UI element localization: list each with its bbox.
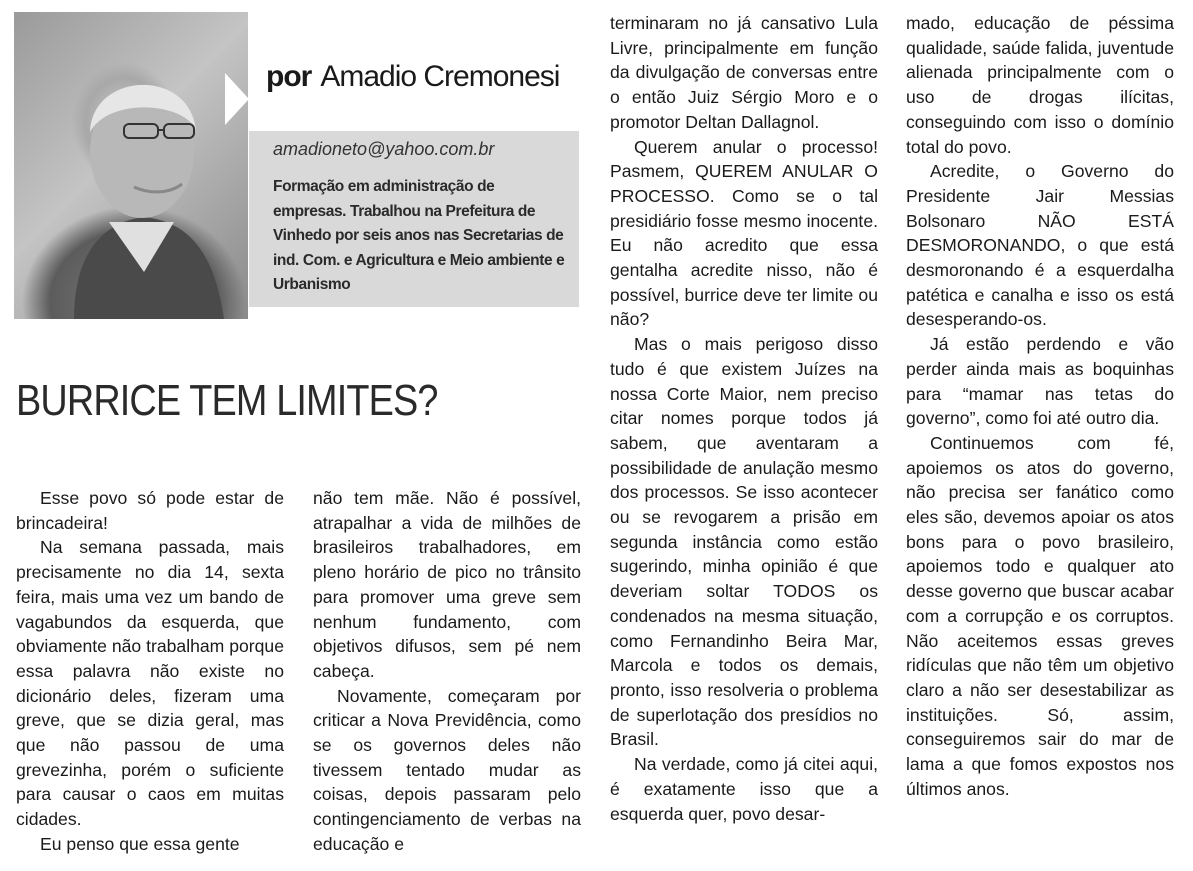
paragraph: Acredite, o Governo do Presidente Jair Messias Bolsonaro NÃO ESTÁ DESMORONANDO, o que está desmoronando é a esquerdalha patética e canalha e isso os está desesperando-os.	[906, 161, 1174, 330]
paragraph: mado, educação de péssima qualidade, saúde falida, juventude alienada principalmente com o uso de drogas ilícitas, conseguindo com isso o domínio total do povo.	[906, 13, 1174, 157]
paragraph: Já estão perdendo e vão perder ainda mais as boquinhas para “mamar nas tetas do governo”, como foi até outro dia.	[906, 334, 1174, 429]
byline-prefix: por	[266, 60, 312, 93]
author-portrait-illustration	[14, 12, 248, 319]
paragraph: Continuemos com fé, apoiemos os atos do governo, não precisa ser fanático como eles são, devemos apoiar os atos bons para o povo brasileiro, apoiemos todo e qualquer ato desse governo que buscar acabar com a corrupção e os corruptos. Não aceitemos essas greves ridículas que não têm um objetivo claro a não ser desestabilizar as instituições. Só, assim, conseguiremos sair do mar de lama a que fomos expostos nos últimos anos.	[906, 432, 1174, 799]
paragraph: Na semana passada, mais precisamente no dia 14, sexta feira, mais uma vez um bando de vagabundos da esquerda, que obviamente não trabalham porque essa palavra não existe no dicionário deles, fizeram uma greve, que se dizia geral, mas que não passou de uma grevezinha, porém o suficiente para causar o caos em muitas cidades.	[16, 537, 284, 830]
paragraph: Na verdade, como já citei aqui, é exatamente isso que a esquerda quer, povo desar-	[610, 754, 878, 824]
byline	[266, 60, 559, 94]
paragraph: Mas o mais perigoso disso tudo é que existem Juízes na nossa Corte Maior, nem preciso citar nomes porque todos já sabem, que aventaram a possibilidade de anulação mesmo dos processos. Se isso acontecer ou se revogarem a prisão em segunda instância como estão sugerindo, minha opinião é que deveriam soltar TODOS os condenados na mesma situação, como Fernandinho Beira Mar, Marcola e todos os demais, pronto, isso resolveria o problema de superlotação dos presídios no Brasil.	[610, 334, 878, 750]
author-photo	[14, 12, 248, 319]
article-column-2	[313, 486, 581, 857]
author-email: amadioneto@yahoo.com.br	[273, 139, 495, 159]
paragraph: Esse povo só pode estar de brincadeira!	[16, 488, 284, 533]
paragraph: Novamente, começaram por criticar a Nova Previdência, como se os governos deles não tivessem tentado mudar as coisas, depois passaram pelo contingenciamento de verbas na educação e	[313, 685, 581, 854]
author-name: Amadio Cremonesi	[320, 60, 560, 93]
paragraph: terminaram no já cansativo Lula Livre, principalmente em função da divulgação de conversas entre o então Juiz Sérgio Moro e o promotor Deltan Dallagnol.	[610, 13, 878, 132]
article-title: BURRICE TEM LIMITES?	[16, 376, 438, 425]
article-column-3	[610, 11, 878, 826]
paragraph: não tem mãe. Não é possível, atrapalhar a vida de milhões de brasileiros trabalhadores, em pleno horário de pico no trânsito para promover uma greve sem nenhum fundamento, com objetivos difusos, sem pé nem cabeça.	[313, 488, 581, 681]
paragraph: Querem anular o processo! Pasmem, QUEREM ANULAR O PROCESSO. Como se o tal presidiário fosse mesmo inocente. Eu não acredito que essa gentalha acredite nisso, não é possível, burrice deve ter limite ou não?	[610, 136, 878, 330]
article-column-4	[906, 11, 1174, 802]
article-column-1	[16, 486, 284, 857]
author-bio: Formação em administração de empresas. Trabalhou na Prefeitura de Vinhedo por seis anos nas Secretarias de ind. Com. e Agricultura e Meio ambiente e Urbanismo	[273, 178, 565, 293]
photo-pointer	[225, 73, 249, 125]
paragraph: Eu penso que essa gente	[40, 833, 240, 854]
